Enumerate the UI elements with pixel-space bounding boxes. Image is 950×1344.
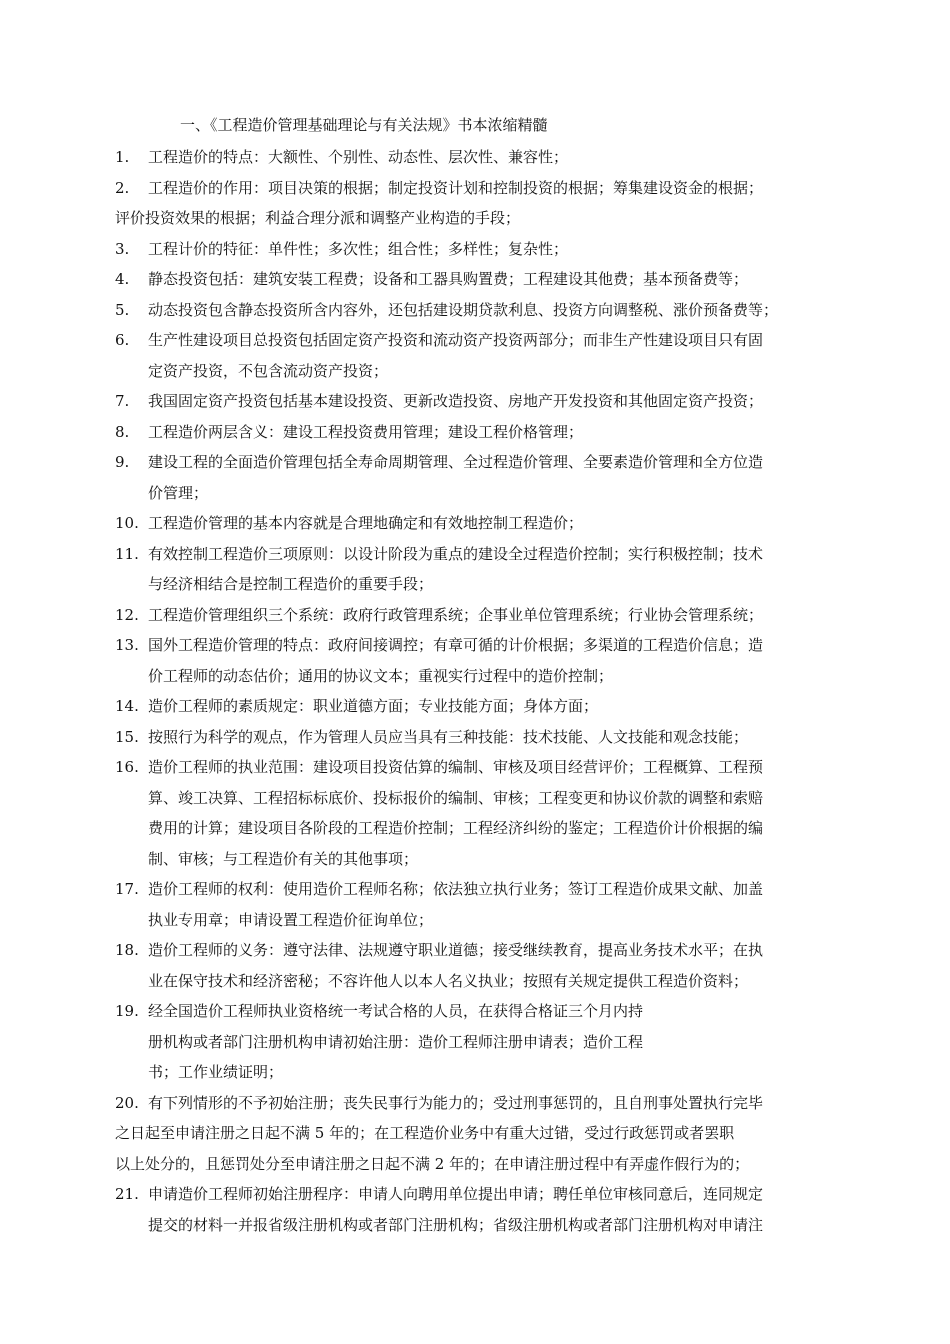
list-item-line: 评价投资效果的根据；利益合理分派和调整产业构造的手段；	[115, 209, 521, 227]
list-item-line: 按照行为科学的观点，作为管理人员应当具有三种技能：技术技能、人文技能和观念技能；	[148, 727, 749, 746]
list-item-number: 11.	[115, 544, 139, 563]
list-item-line: 费用的计算；建设项目各阶段的工程造价控制；工程经济纠纷的鉴定；工程造价计价根据的编	[148, 819, 764, 837]
list-item-line: 造价工程师的权利：使用造价工程师名称；依法独立执行业务；签订工程造价成果文献、加盖	[148, 880, 764, 898]
list-item-line: 业在保守技术和经济密秘；不容许他人以本人名义执业；按照有关规定提供工程造价资料；	[148, 971, 749, 990]
list-item	[115, 264, 840, 295]
list-item-line: 册机构或者部门注册机构申请初始注册：造价工程师注册申请表；造价工程	[148, 1032, 644, 1051]
list-item-line: 工程造价的作用：项目决策的根据；制定投资计划和控制投资的根据；筹集建设资金的根据；	[148, 178, 764, 197]
list-item	[115, 1179, 840, 1240]
list-item-line: 执业专用章；申请设置工程造价征询单位；	[148, 910, 434, 929]
list-item-line: 之日起至申请注册之日起不满 5 年的；在工程造价业务中有重大过错，受过行政惩罚或者罢职	[115, 1124, 735, 1142]
list-item	[115, 752, 840, 874]
list-item	[115, 600, 840, 631]
list-item	[115, 417, 840, 448]
list-item-line: 有下列情形的不予初始注册；丧失民事行为能力的；受过刑事惩罚的，且自刑事处置执行完毕	[148, 1093, 764, 1112]
list-item	[115, 295, 840, 326]
list-item-line: 经全国造价工程师执业资格统一考试合格的人员，在获得合格证三个月内持	[148, 1002, 644, 1020]
list-item-line: 制、审核；与工程造价有关的其他事项；	[148, 849, 419, 868]
list-item-number: 4.	[115, 270, 130, 288]
document-title: 一、《工程造价管理基础理论与有关法规》书本浓缩精髓	[180, 116, 548, 134]
list-item-line: 有效控制工程造价三项原则：以设计阶段为重点的建设全过程造价控制；实行积极控制；技术	[148, 544, 764, 563]
list-item-number: 20.	[115, 1093, 139, 1112]
list-item-number: 2.	[115, 178, 130, 197]
list-item	[115, 173, 840, 234]
list-item-line: 造价工程师的执业范围：建设项目投资估算的编制、审核及项目经营评价；工程概算、工程预	[148, 758, 764, 776]
list-item	[115, 874, 840, 935]
list-item	[115, 722, 840, 753]
list-item-number: 9.	[115, 453, 130, 471]
list-item-line: 动态投资包含静态投资所含内容外，还包括建设期贷款利息、投资方向调整税、涨价预备费等；	[148, 300, 779, 319]
list-item-line: 生产性建设项目总投资包括固定资产投资和流动资产投资两部分；而非生产性建设项目只有固	[148, 331, 764, 349]
list-item	[115, 234, 840, 265]
list-item	[115, 447, 840, 508]
list-item-line: 以上处分的，且惩罚处分至申请注册之日起不满 2 年的；在申请注册过程中有弄虚作假行为的；	[115, 1154, 750, 1173]
list-item-number: 6.	[115, 331, 130, 349]
list-item-number: 7.	[115, 392, 130, 410]
list-item-number: 10.	[115, 514, 139, 532]
list-item-number: 16.	[115, 758, 139, 776]
list-item	[115, 996, 840, 1088]
list-item-number: 14.	[115, 697, 139, 715]
list-item-line: 工程造价两层含义：建设工程投资费用管理；建设工程价格管理；	[148, 422, 584, 441]
list-item-number: 17.	[115, 880, 139, 898]
list-item-line: 算、竣工决算、工程招标标底价、投标报价的编制、审核；工程变更和协议价款的调整和索赔	[148, 788, 764, 807]
list-item-line: 申请造价工程师初始注册程序：申请人向聘用单位提出申请；聘任单位审核同意后，连同规定	[148, 1185, 764, 1203]
list-item-number: 13.	[115, 636, 139, 654]
list-item-line: 工程造价管理的基本内容就是合理地确定和有效地控制工程造价；	[148, 514, 584, 532]
list-item-line: 工程造价的特点：大额性、个别性、动态性、层次性、兼容性；	[148, 148, 569, 166]
list-item-line: 价工程师的动态估价；通用的协议文本；重视实行过程中的造价控制；	[148, 666, 614, 685]
list-item-number: 21.	[115, 1185, 139, 1203]
list-item-line: 国外工程造价管理的特点：政府间接调控；有章可循的计价根据；多渠道的工程造价信息；造	[148, 636, 764, 654]
list-item-line: 造价工程师的义务：遵守法律、法规遵守职业道德；接受继续教育，提高业务技术水平；在执	[148, 941, 764, 959]
list-item	[115, 386, 840, 417]
list-item-line: 价管理；	[148, 483, 209, 502]
list-item-number: 1.	[115, 148, 130, 166]
list-item-number: 5.	[115, 300, 130, 319]
list-item-line: 静态投资包括：建筑安装工程费；设备和工器具购置费；工程建设其他费；基本预备费等；	[148, 270, 749, 288]
list-item-line: 书；工作业绩证明；	[148, 1063, 284, 1081]
list-item	[115, 691, 840, 722]
list-item	[115, 142, 840, 173]
list-item-number: 19.	[115, 1002, 139, 1020]
list-item-number: 18.	[115, 941, 139, 959]
list-item-line: 工程计价的特征：单件性；多次性；组合性；多样性；复杂性；	[148, 239, 569, 258]
list-item-number: 8.	[115, 422, 130, 441]
list-item-line: 建设工程的全面造价管理包括全寿命周期管理、全过程造价管理、全要素造价管理和全方位造	[148, 453, 764, 471]
list-item	[115, 935, 840, 996]
list-item-line: 提交的材料一并报省级注册机构或者部门注册机构；省级注册机构或者部门注册机构对申请注	[148, 1215, 764, 1234]
list-item	[115, 539, 840, 600]
list-item-number: 3.	[115, 239, 130, 258]
list-item-number: 15.	[115, 727, 139, 746]
list-item	[115, 630, 840, 691]
list-item-number: 12.	[115, 605, 139, 624]
list-item	[115, 1088, 840, 1180]
list-item-line: 与经济相结合是控制工程造价的重要手段；	[148, 575, 434, 593]
list-item-line: 我国固定资产投资包括基本建设投资、更新改造投资、房地产开发投资和其他固定资产投资；	[148, 392, 764, 410]
list-item-line: 工程造价管理组织三个系统：政府行政管理系统；企事业单位管理系统；行业协会管理系统；	[148, 605, 764, 624]
list-item	[115, 325, 840, 386]
list-item	[115, 508, 840, 539]
list-item-line: 造价工程师的素质规定：职业道德方面；专业技能方面；身体方面；	[148, 697, 599, 715]
list-item-line: 定资产投资，不包含流动资产投资；	[148, 361, 389, 380]
